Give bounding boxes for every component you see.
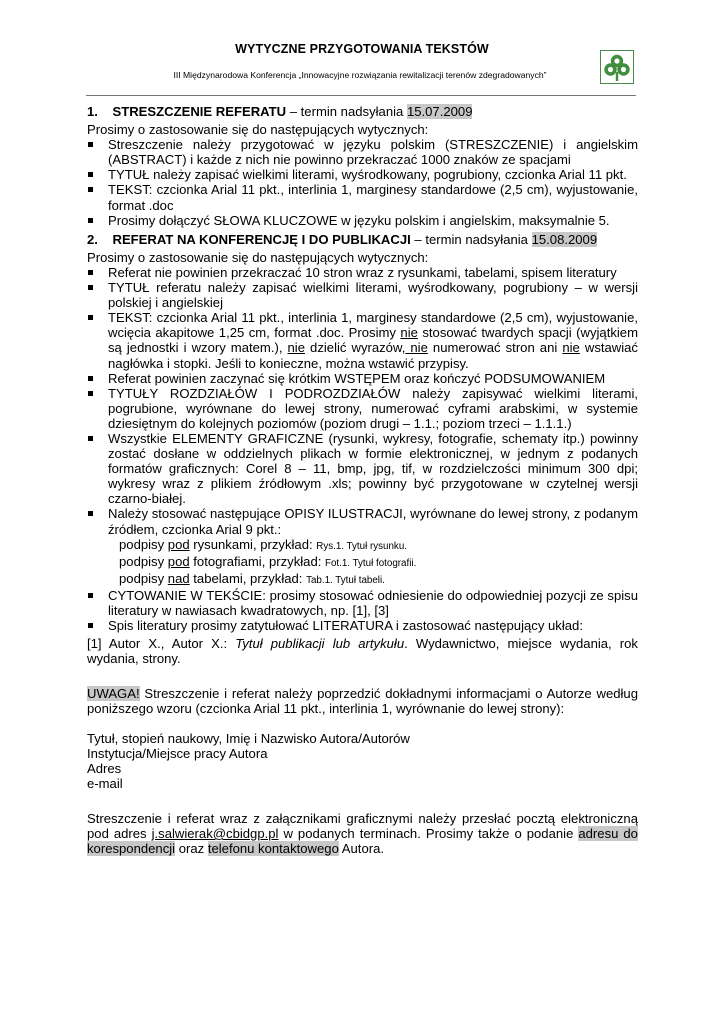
list-item: Prosimy dołączyć SŁOWA KLUCZOWE w języku polskim i angielskim, maksymalnie 5. xyxy=(87,213,638,228)
caption-example: podpisy pod fotografiami, przykład: Fot.1. Tytuł fotografii. xyxy=(119,553,417,569)
list-item: TYTUŁ należy zapisać wielkimi literami, wyśrodkowany, pogrubiony, czcionka Arial 11 pkt. xyxy=(87,167,638,182)
contact-email-link[interactable]: j.salwierak@cbidgp.pl xyxy=(151,826,279,842)
document-title: WYTYCZNE PRZYGOTOWANIA TEKSTÓW xyxy=(235,42,489,56)
list-item: TEKST: czcionka Arial 11 pkt., interlinia 1, marginesy standardowe (2,5 cm), wyjustowanie, wcięcia akapitowe 1,25 cm, format .doc. Prosimy nie stosować twardych spacji (wyjątkiem są jednostki i wzory matem.), nie dzielić wyrazów, nie numerować stron ani nie wstawiać nagłówka i stopki. Jeśli to konieczne, można wstawić przypisy. xyxy=(87,310,638,370)
section1-heading: 1. STRESZCZENIE REFERATU – termin nadsyłania 15.07.2009 xyxy=(87,104,473,119)
section2-intro: Prosimy o zastosowanie się do następujących wytycznych: xyxy=(87,249,429,265)
list-item: TYTUŁ referatu należy zapisać wielkimi literami, wyśrodkowany, pogrubiony – w wersji polskiej i angielskiej xyxy=(87,280,638,310)
list-item: Należy stosować następujące OPISY ILUSTRACJI, wyrównane do lewej strony, z podanym źródłem, czcionka Arial 9 pkt.: xyxy=(87,506,638,536)
author-template-line: Tytuł, stopień naukowy, Imię i Nazwisko Autora/Autorów xyxy=(87,730,410,746)
author-template-line: Adres xyxy=(87,760,122,776)
list-item: Referat nie powinien przekraczać 10 stron wraz z rysunkami, tabelami, spisem literatury xyxy=(87,265,638,280)
author-template-line: e-mail xyxy=(87,775,123,791)
list-item: Streszczenie należy przygotować w języku polskim (STRESZCZENIE) i angielskim (ABSTRACT) i każde z nich nie powinno przekraczać 1000 znaków ze spacjami xyxy=(87,137,638,167)
list-item: TEKST: czcionka Arial 11 pkt., interlinia 1, marginesy standardowe (2,5 cm), wyjustowanie, format .doc xyxy=(87,182,638,212)
note-paragraph: UWAGA! Streszczenie i referat należy poprzedzić dokładnymi informacjami o Autorze według poniższego wzoru (czcionka Arial 11 pkt., interlinia 1, wyrównanie do lewej strony): xyxy=(87,686,638,717)
header-divider xyxy=(86,95,636,96)
caption-example: podpisy nad tabelami, przykład: Tab.1. Tytuł tabeli. xyxy=(119,570,385,586)
section2-heading: 2. REFERAT NA KONFERENCJĘ I DO PUBLIKACJI – termin nadsyłania 15.08.2009 xyxy=(87,231,598,247)
list-item: Spis literatury prosimy zatytułować LITERATURA i zastosować następujący układ: xyxy=(87,618,638,633)
caption-example: podpisy pod rysunkami, przykład: Rys.1. Tytuł rysunku. xyxy=(119,536,407,552)
list-item: Referat powinien zaczynać się krótkim WSTĘPEM oraz kończyć PODSUMOWANIEM xyxy=(87,371,638,386)
footer-paragraph: Streszczenie i referat wraz z załącznikami graficznymi należy przesłać pocztą elektroniczną pod adres j.salwierak@cbidgp.pl w podanych terminach. Prosimy także o podanie adresu do korespondencji oraz telefonu kontaktowego Autora. xyxy=(87,810,638,857)
section1-intro: Prosimy o zastosowanie się do następujących wytycznych: xyxy=(87,122,429,138)
note-label: UWAGA! xyxy=(87,686,140,702)
author-template-line: Instytucja/Miejsce pracy Autora xyxy=(87,745,268,761)
reference-example: [1] Autor X., Autor X.: Tytuł publikacji lub artykułu. Wydawnictwo, miejsce wydania, rok wydania, strony. xyxy=(87,636,638,667)
clover-logo-icon xyxy=(600,50,634,84)
list-item: Wszystkie ELEMENTY GRAFICZNE (rysunki, wykresy, fotografie, schematy itp.) powinny zostać dosłane w oddzielnych plikach w formie elektronicznej, w jednym z podanych formatów graficznych: Corel 8 – 11, bmp, jpg, tif, w rozdzielczości minimum 300 dpi; wykresy wraz z plikiem źródłowym .xls; powinny być przygotowane w czytelnej wersji czarno-białej. xyxy=(87,431,638,506)
document-body xyxy=(87,104,638,856)
list-item: TYTUŁY ROZDZIAŁÓW I PODROZDZIAŁÓW należy zapisywać wielkimi literami, pogrubione, wyrównane do lewej strony, numerować cyframi arabskimi, w systemie dziesiętnym do kolejnych poziomów (poziom drugi – 1.1.; poziom trzeci – 1.1.1.) xyxy=(87,386,638,431)
list-item: CYTOWANIE W TEKŚCIE: prosimy stosować odniesienie do odpowiedniej pozycji ze spisu literatury w nawiasach kwadratowych, np. [1], [3] xyxy=(87,588,638,618)
conference-subtitle: III Międzynarodowa Konferencja „Innowacyjne rozwiązania rewitalizacji terenów zdegradowanych” xyxy=(173,70,547,80)
section1-deadline: 15.07.2009 xyxy=(406,104,473,119)
section2-deadline: 15.08.2009 xyxy=(531,231,598,247)
